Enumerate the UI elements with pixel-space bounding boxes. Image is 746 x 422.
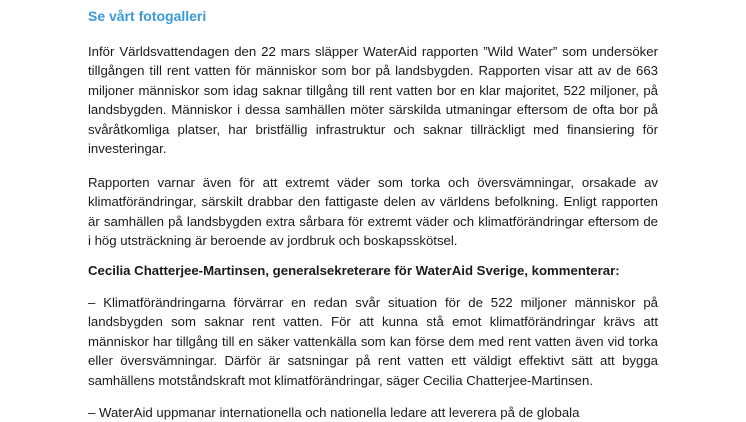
quote-paragraph: – Klimatförändringarna förvärrar en redan svår situation för de 522 miljoner människor på landsbygden som saknar rent vatten. För att kunna stå emot klimatförändringar krävs att människor har tillgång till en säker vattenkälla som kan förse dem med rent vatten även vid torka eller översvämningar. Därför är satsningar på rent vatten ett väldigt effektivt sätt att bygga samhällens motståndskraft mot klimatförändringar, säger Cecilia Chatterjee-Martinsen. bbox=[88, 295, 658, 388]
intro-paragraph: Inför Världsvattendagen den 22 mars släpper WaterAid rapporten ”Wild Water” som undersöker tillgången till rent vatten för människor som bor på landsbygden. Rapporten visar att av de 663 miljoner människor som idag saknar tillgång till rent vatten bor en klar majoritet, 522 miljoner, på landsbygden. Människor i dessa samhällen möter särskilda utmaningar eftersom de ofta bor på svåråtkomliga platser, har bristfällig infrastruktur och saknar tillräckligt med finansiering för investeringar. bbox=[88, 44, 658, 157]
comment-heading: Cecilia Chatterjee-Martinsen, generalsekreterare för WaterAid Sverige, kommenterar: bbox=[88, 263, 620, 278]
photo-gallery-link[interactable]: Se vårt fotogalleri bbox=[88, 8, 207, 24]
quote-paragraph-continued: – WaterAid uppmanar internationella och nationella ledare att leverera på de globala bbox=[88, 405, 580, 420]
climate-paragraph: Rapporten varnar även för att extremt väder som torka och översvämningar, orsakade av klimatförändringar, särskilt drabbar den fattigaste delen av världens befolkning. Enligt rapporten är samhällen på landsbygden extra sårbara för extremt väder och klimatförändringar eftersom de i hög utsträckning är beroende av jordbruk och boskapsskötsel. bbox=[88, 175, 658, 249]
